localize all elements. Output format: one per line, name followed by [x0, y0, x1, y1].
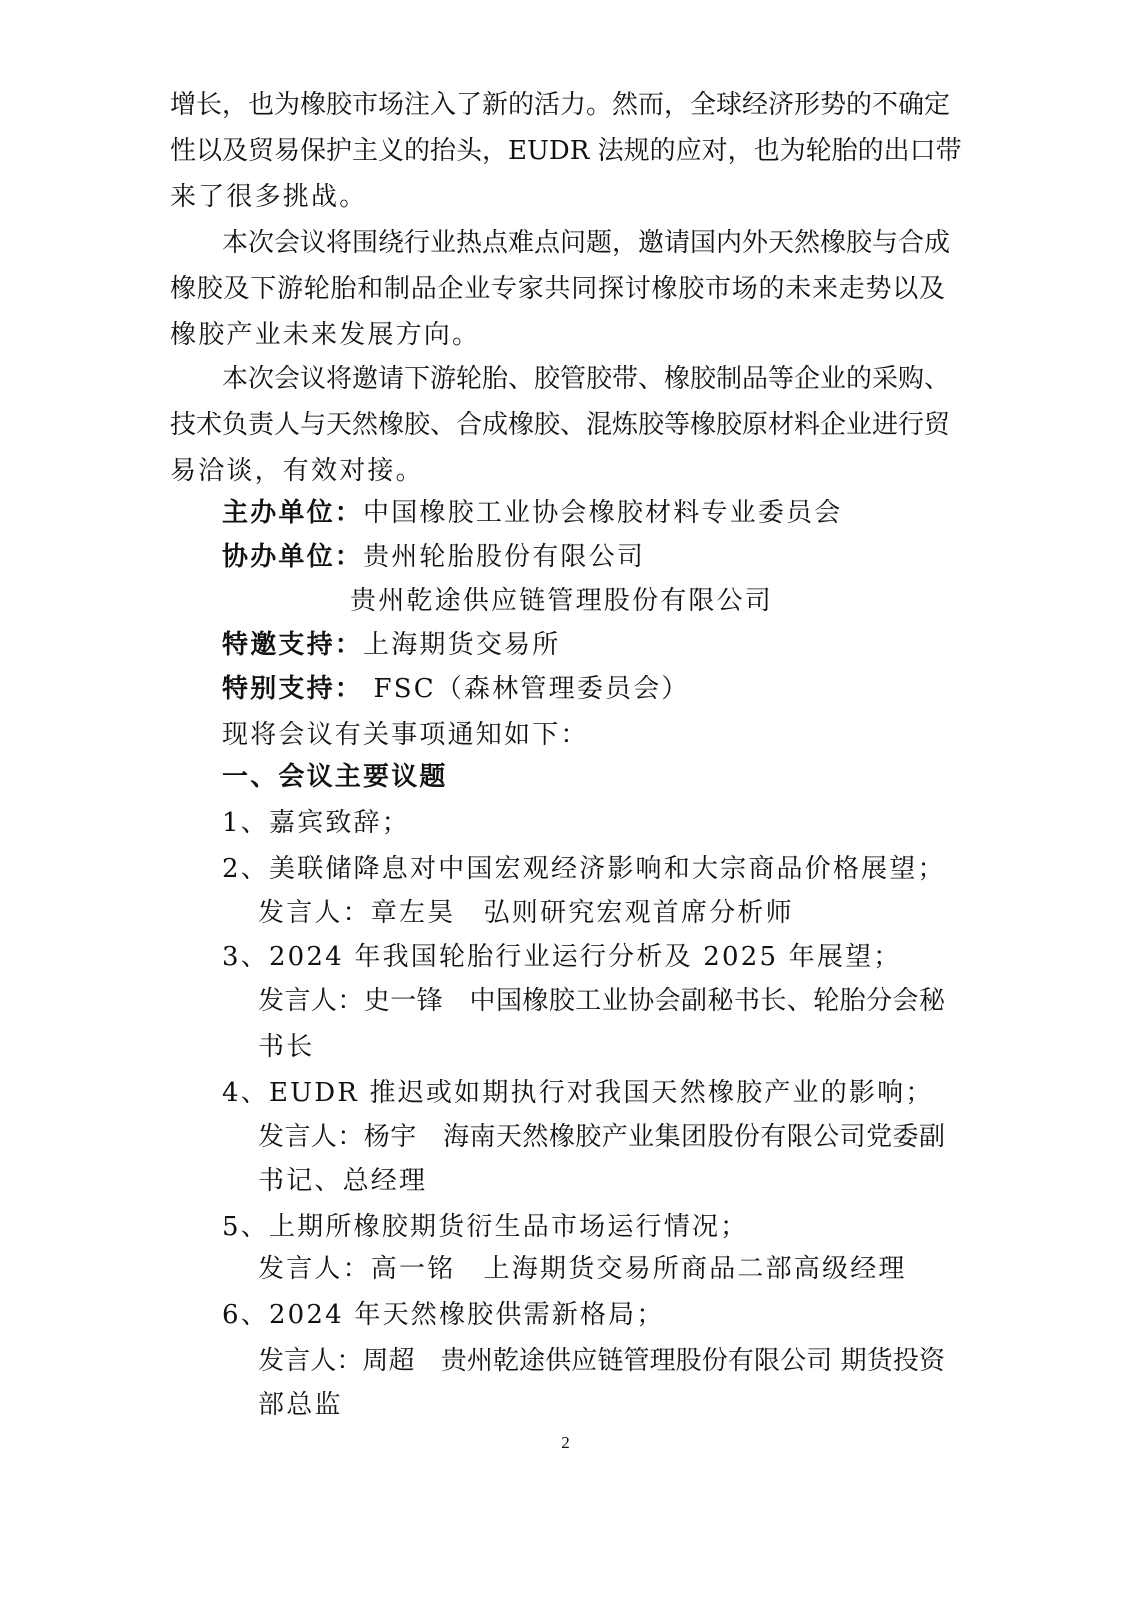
agenda-item-1: 1、嘉宾致辞； [222, 808, 410, 838]
special-support-label: 特别支持： [222, 674, 364, 704]
section-1-title: 一、会议主要议题 [222, 762, 448, 792]
host-row [222, 496, 945, 530]
agenda-item-6-speaker-line-1: 发言人：周超 贵州乾途供应链管理股份有限公司 期货投资 [258, 1346, 945, 1376]
agenda-item-3-speaker-line-1: 发言人：史一锋 中国橡胶工业协会副秘书长、轮胎分会秘 [258, 986, 945, 1016]
agenda-item-5: 5、上期所橡胶期货衍生品市场运行情况； [222, 1212, 749, 1242]
agenda-item-4-speaker-line-2: 书记、总经理 [258, 1166, 428, 1196]
host-label: 主办单位： [222, 498, 364, 528]
para2-line-2: 橡胶及下游轮胎和制品企业专家共同探讨橡胶市场的未来走势以及 [170, 274, 945, 304]
co-organizer-row [222, 540, 945, 574]
co-organizer-label: 协办单位： [222, 542, 364, 572]
agenda-item-6-speaker-line-2: 部总监 [258, 1390, 343, 1420]
special-support-row [222, 672, 945, 706]
notice-line: 现将会议有关事项通知如下： [222, 720, 589, 750]
agenda-item-3: 3、2024 年我国轮胎行业运行分析及 2025 年展望； [222, 942, 902, 972]
co-organizer-value-2: 贵州乾途供应链管理股份有限公司 [350, 586, 774, 616]
para3-line-3: 易洽谈，有效对接。 [170, 456, 424, 486]
intro-line-2: 性以及贸易保护主义的抬头，EUDR 法规的应对，也为轮胎的出口带 [170, 136, 962, 166]
special-invite-row [222, 628, 945, 662]
host-value: 中国橡胶工业协会橡胶材料专业委员会 [363, 498, 843, 528]
special-invite-value: 上海期货交易所 [363, 630, 561, 660]
agenda-item-4: 4、EUDR 推迟或如期执行对我国天然橡胶产业的影响； [222, 1078, 934, 1108]
intro-line-1: 增长，也为橡胶市场注入了新的活力。然而，全球经济形势的不确定 [170, 90, 951, 120]
page-number: 2 [561, 1433, 570, 1452]
agenda-item-5-speaker: 发言人：高一铭 上海期货交易所商品二部高级经理 [258, 1254, 907, 1284]
special-invite-label: 特邀支持： [222, 630, 364, 660]
para2-line-3: 橡胶产业未来发展方向。 [170, 320, 481, 350]
agenda-item-3-speaker-line-2: 书长 [258, 1032, 315, 1062]
intro-line-3: 来了很多挑战。 [170, 182, 368, 212]
para3-line-1: 本次会议将邀请下游轮胎、胶管胶带、橡胶制品等企业的采购、 [222, 364, 951, 394]
agenda-item-2-speaker: 发言人：章左昊 弘则研究宏观首席分析师 [258, 898, 794, 928]
para2-line-1: 本次会议将围绕行业热点难点问题，邀请国内外天然橡胶与合成 [222, 228, 951, 258]
para3-line-2: 技术负责人与天然橡胶、合成橡胶、混炼胶等橡胶原材料企业进行贸 [170, 410, 951, 440]
agenda-item-6: 6、2024 年天然橡胶供需新格局； [222, 1300, 665, 1330]
agenda-item-2: 2、美联储降息对中国宏观经济影响和大宗商品价格展望； [222, 854, 946, 884]
co-organizer-value-1: 贵州轮胎股份有限公司 [363, 542, 646, 572]
special-support-value: FSC（森林管理委员会） [363, 674, 690, 704]
agenda-item-4-speaker-line-1: 发言人：杨宇 海南天然橡胶产业集团股份有限公司党委副 [258, 1122, 945, 1152]
